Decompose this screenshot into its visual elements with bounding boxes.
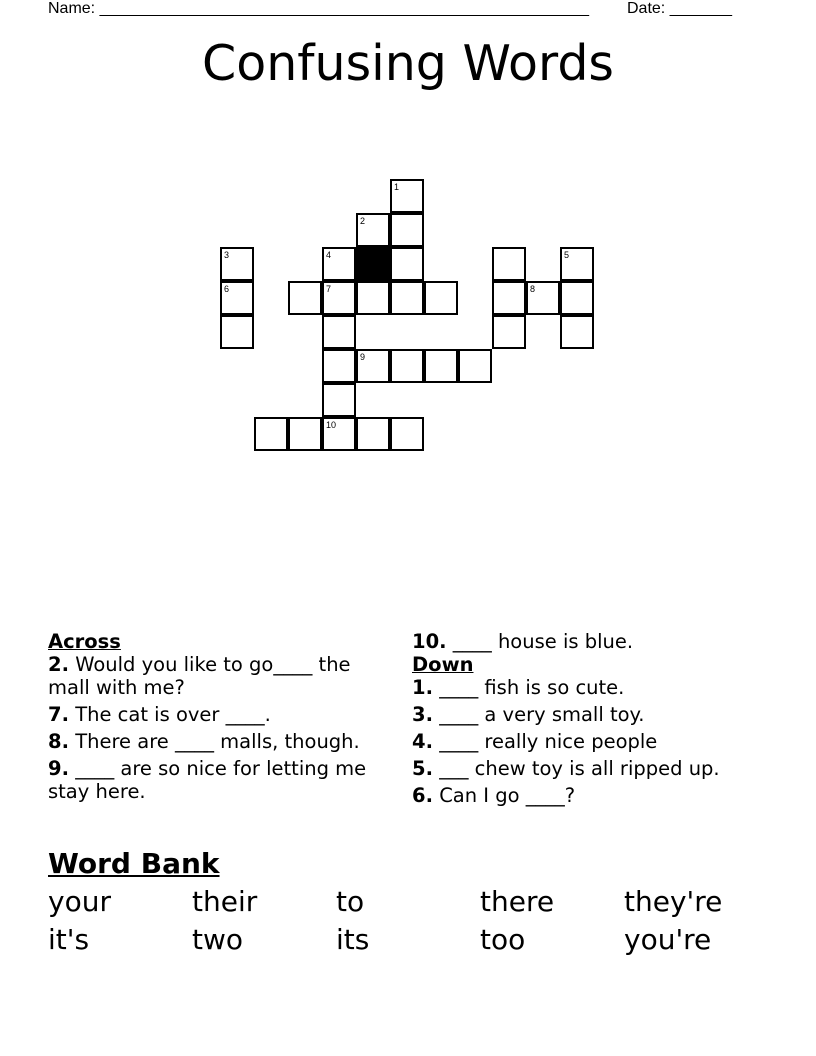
cell-number: 4 xyxy=(326,250,332,260)
crossword-cell[interactable] xyxy=(322,315,356,349)
word-bank-title: Word Bank xyxy=(48,847,220,880)
clue-across-2 xyxy=(48,653,393,699)
crossword-cell[interactable] xyxy=(492,247,526,281)
clue-number: 1. xyxy=(412,676,433,699)
crossword-cell[interactable] xyxy=(288,281,322,315)
cell-number: 6 xyxy=(224,284,230,294)
clue-number: 6. xyxy=(412,784,433,807)
cell-number: 10 xyxy=(326,420,337,430)
crossword-cell[interactable] xyxy=(390,247,424,281)
crossword-block xyxy=(356,247,390,281)
crossword-cell[interactable] xyxy=(322,281,356,315)
clue-number: 5. xyxy=(412,757,433,780)
crossword-cell[interactable] xyxy=(288,417,322,451)
crossword-cell[interactable] xyxy=(560,281,594,315)
clue-down-6 xyxy=(412,784,757,807)
crossword-cell[interactable] xyxy=(560,247,594,281)
clue-text: There are ____ malls, though. xyxy=(75,730,360,753)
cell-number: 3 xyxy=(224,250,230,260)
clue-down-4 xyxy=(412,730,757,753)
crossword-cell[interactable] xyxy=(220,315,254,349)
clue-number: 7. xyxy=(48,703,69,726)
cell-number: 7 xyxy=(326,284,332,294)
clue-number: 10. xyxy=(412,630,447,653)
crossword-cell[interactable] xyxy=(356,281,390,315)
crossword-cell[interactable] xyxy=(560,315,594,349)
clue-text: Would you like to go____ the mall with me? xyxy=(48,653,351,699)
cell-number: 9 xyxy=(360,352,366,362)
clue-across-8 xyxy=(48,730,393,753)
crossword-cell[interactable] xyxy=(356,417,390,451)
crossword-cell[interactable] xyxy=(390,417,424,451)
clue-number: 3. xyxy=(412,703,433,726)
page-title: Confusing Words xyxy=(202,35,614,92)
crossword-cell[interactable] xyxy=(492,281,526,315)
crossword-cell[interactable] xyxy=(424,281,458,315)
cell-number: 1 xyxy=(394,182,400,192)
clue-across-10 xyxy=(412,630,757,653)
crossword-cell[interactable] xyxy=(322,417,356,451)
clue-text: ____ really nice people xyxy=(439,730,658,753)
word-bank-word: your xyxy=(48,885,111,918)
crossword-cell[interactable] xyxy=(390,179,424,213)
crossword-cell[interactable] xyxy=(220,247,254,281)
clue-number: 8. xyxy=(48,730,69,753)
date-field-label: Date: _______ xyxy=(627,0,732,17)
cell-number: 8 xyxy=(530,284,536,294)
word-bank-word: there xyxy=(480,885,555,918)
clue-down-1 xyxy=(412,676,757,699)
crossword-cell[interactable] xyxy=(356,213,390,247)
crossword-cell[interactable] xyxy=(356,349,390,383)
clue-text: ____ are so nice for letting me stay here. xyxy=(48,757,367,803)
clue-text: ____ fish is so cute. xyxy=(439,676,625,699)
crossword-cell[interactable] xyxy=(492,315,526,349)
clue-text: ___ chew toy is all ripped up. xyxy=(439,757,720,780)
clue-number: 2. xyxy=(48,653,69,676)
crossword-cell[interactable] xyxy=(390,213,424,247)
clue-number: 9. xyxy=(48,757,69,780)
clues-left-column xyxy=(48,630,393,807)
clue-text: The cat is over ____. xyxy=(75,703,271,726)
crossword-cell[interactable] xyxy=(322,349,356,383)
clue-down-5 xyxy=(412,757,757,780)
crossword-cell[interactable] xyxy=(322,247,356,281)
clue-number: 4. xyxy=(412,730,433,753)
word-bank-word: too xyxy=(480,923,526,956)
crossword-cell[interactable] xyxy=(390,281,424,315)
clue-text: ____ house is blue. xyxy=(452,630,634,653)
word-bank-word: you're xyxy=(624,923,712,956)
down-heading: Down xyxy=(412,653,474,676)
cell-number: 5 xyxy=(564,250,570,260)
name-field-label: Name: _______________________________________________________ xyxy=(48,0,589,17)
clue-down-3 xyxy=(412,703,757,726)
crossword-cell[interactable] xyxy=(220,281,254,315)
crossword-cell[interactable] xyxy=(458,349,492,383)
word-bank-word: they're xyxy=(624,885,723,918)
clue-text: Can I go ____? xyxy=(439,784,576,807)
word-bank-word: two xyxy=(192,923,244,956)
crossword-cell[interactable] xyxy=(322,383,356,417)
clue-text: ____ a very small toy. xyxy=(439,703,645,726)
crossword-cell[interactable] xyxy=(424,349,458,383)
crossword-cell[interactable] xyxy=(254,417,288,451)
clue-across-7 xyxy=(48,703,393,726)
word-bank-word: their xyxy=(192,885,258,918)
crossword-cell[interactable] xyxy=(526,281,560,315)
clues-right-column xyxy=(412,630,757,811)
clue-across-9 xyxy=(48,757,393,803)
cell-number: 2 xyxy=(360,216,366,226)
crossword-cell[interactable] xyxy=(390,349,424,383)
word-bank-word: it's xyxy=(48,923,90,956)
word-bank-word: to xyxy=(336,885,365,918)
across-heading: Across xyxy=(48,630,121,653)
word-bank-word: its xyxy=(336,923,370,956)
